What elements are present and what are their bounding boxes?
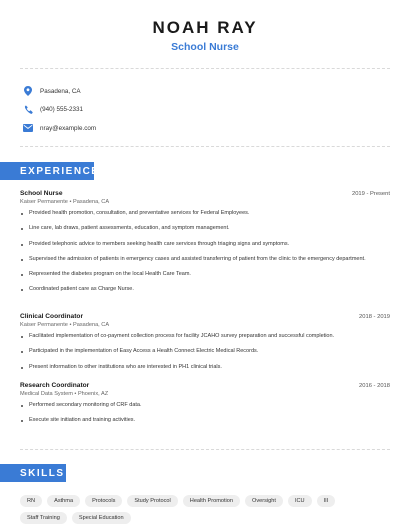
job-bullet: Participated in the implementation of Easy Access a Health Connect Electric Medical Records. [20,348,390,356]
job-bullet: Provided health promotion, consultation, and preventative services for Federal Employees. [20,210,390,218]
separator-dot: • [69,322,72,328]
job-location: Pasadena, CA [72,322,110,328]
job-company: Kaiser Permanente [20,199,68,205]
job-bullets [20,210,390,294]
phone-icon [22,104,34,116]
job-company: Medical Data System [20,391,73,397]
skill-chip: Study Protocol [127,495,177,507]
job-bullet: Present information to other institutions who are interested in PH1 clinical trials. [20,364,390,372]
job-entry [20,313,390,371]
separator-dot: • [74,391,77,397]
job-bullet: Execute site initiation and training activities. [20,417,390,425]
job-location: Pasadena, CA [72,199,110,205]
job-bullet: Line care, lab draws, patient assessments, education, and symptom management. [20,225,390,233]
job-dates: 2016 - 2018 [359,383,390,389]
skill-chip: Protocols [85,495,122,507]
contact-location-text: Pasadena, CA [40,87,81,95]
job-bullet: Coordinated patient care as Charge Nurse. [20,286,390,294]
job-entry [20,382,390,425]
contact-location [22,82,96,100]
job-bullets [20,402,390,425]
job-bullet: Supervised the admission of patients in emergency cases and assisted transferring of patient from the clinic to the emergency department. [20,256,390,264]
job-bullet: Represented the diabetes program on the local Health Care Team. [20,271,390,279]
divider [20,68,390,69]
contact-email-text: nray@example.com [40,124,97,132]
contact-list [22,82,96,138]
job-location: Phoenix, AZ [77,391,109,397]
resume-header [0,18,410,53]
contact-phone [22,101,96,119]
job-company: Kaiser Permanente [20,322,68,328]
experience-heading: EXPERIENCE [0,162,94,180]
skills-heading: SKILLS [0,464,66,482]
skill-chip: Special Education [72,512,131,524]
job-dates: 2019 - Present [351,191,390,197]
separator-dot: • [69,199,72,205]
envelope-icon [22,122,34,134]
job-company-line [20,322,390,328]
job-company-line [20,391,390,397]
job-company-line [20,199,390,205]
skills-list [20,495,390,529]
candidate-name: NOAH RAY [152,18,258,37]
skill-chip: Health Promotion [183,495,240,507]
job-bullet: Facilitated implementation of co-payment collection process for facility JCAHO survey preparation and successful completion. [20,333,390,341]
job-title: Research Coordinator [20,382,90,389]
job-bullets [20,333,390,371]
contact-email [22,119,96,137]
skill-chip: ICU [288,495,312,507]
skill-chip: Oversight [245,495,283,507]
job-dates: 2018 - 2019 [359,314,390,320]
divider [20,146,390,147]
job-bullet: Performed secondary monitoring of CRF data. [20,402,390,410]
candidate-title: School Nurse [171,41,239,53]
skill-chip: Staff Training [20,512,67,524]
job-title: School Nurse [20,190,63,197]
skill-chip: Asthma [47,495,80,507]
job-bullet: Provided telephonic advice to members seeking health care services through triaging signs and symptoms. [20,241,390,249]
skill-chip: III [317,495,336,507]
job-entry [20,190,390,294]
map-pin-icon [22,85,34,97]
job-title: Clinical Coordinator [20,313,84,320]
contact-phone-text: (940) 555-2331 [40,106,84,113]
skill-chip: RN [20,495,42,507]
divider [20,449,390,450]
